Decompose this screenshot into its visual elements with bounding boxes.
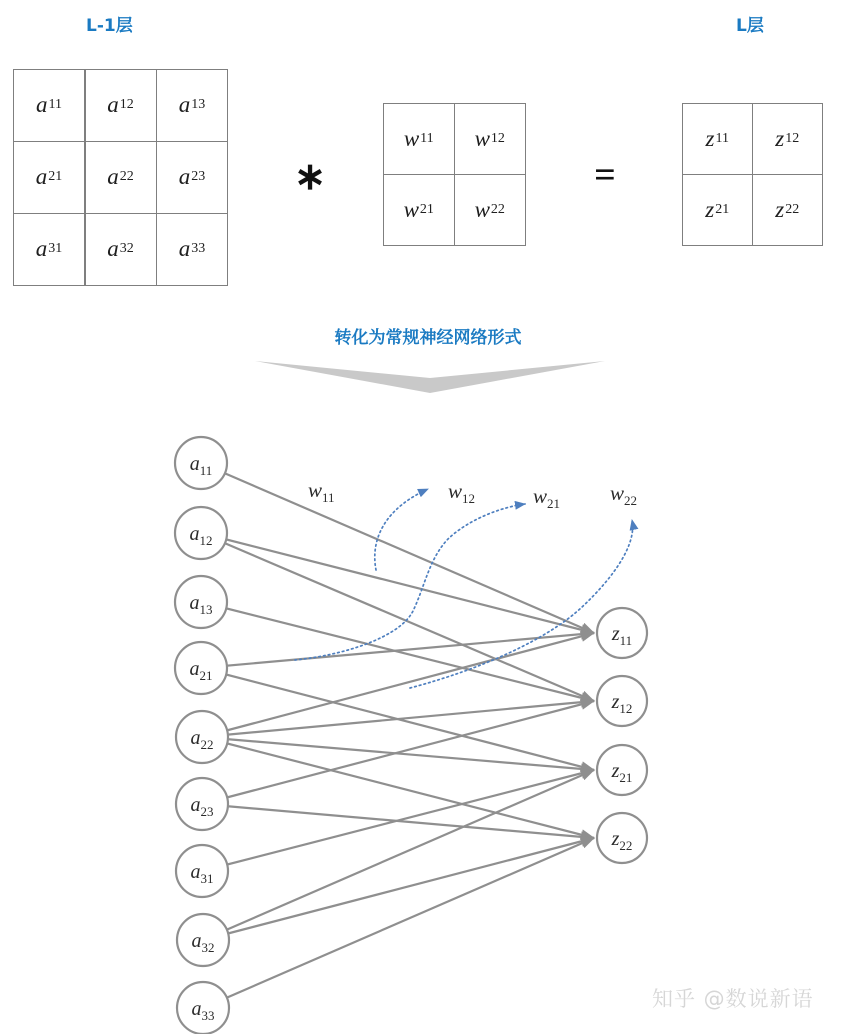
node-a22-label: $a_{22}$	[190, 727, 214, 752]
cell-base: w	[474, 196, 490, 222]
edge-a22-z11	[202, 633, 594, 737]
cell-base: w	[474, 125, 490, 151]
node-a23-label: $a_{23}$	[190, 794, 214, 819]
node-a13-label: $a_{13}$	[189, 592, 213, 617]
down-chevron-arrow-icon	[255, 361, 605, 393]
cell-sub: 22	[490, 201, 505, 217]
cell-sub: 12	[119, 97, 134, 113]
node-z22-label: $z_{22}$	[611, 828, 633, 853]
node-z11-label: $z_{11}$	[611, 623, 633, 648]
cell-base: a	[107, 236, 119, 262]
cell-sub: 21	[48, 169, 63, 185]
cell-sub: 21	[715, 201, 730, 217]
cell-sub: 22	[785, 201, 800, 217]
cell-base: z	[775, 125, 785, 151]
cell-base: a	[178, 236, 191, 262]
node-a21-label: $a_{21}$	[189, 658, 213, 683]
weight-label-w12: $w_{12}$	[448, 479, 476, 506]
cell-sub: 22	[119, 169, 134, 185]
layer-left-label: L-1层	[86, 16, 133, 36]
cell-sub: 21	[419, 201, 434, 217]
cell-base: a	[36, 92, 48, 118]
weight-label-w11: $w_{11}$	[308, 478, 335, 505]
cell-sub: 12	[490, 130, 505, 146]
cell-base: a	[178, 164, 191, 190]
cell-sub: 23	[191, 169, 206, 185]
weight-arrow-w21	[295, 504, 525, 660]
cell-base: a	[178, 92, 191, 118]
node-z12-label: $z_{12}$	[611, 691, 633, 716]
edge-a22-z21	[202, 737, 594, 770]
cell-sub: 11	[420, 130, 434, 146]
cell-base: a	[35, 236, 48, 262]
transform-label: 转化为常规神经网络形式	[334, 328, 522, 348]
network-edges	[201, 463, 594, 1008]
edge-a21-z21	[201, 668, 594, 770]
cell-sub: 11	[48, 97, 62, 113]
cell-base: w	[403, 196, 419, 222]
node-a32-label: $a_{32}$	[191, 930, 215, 955]
watermark: 知乎 @数说新语	[652, 987, 814, 1011]
weight-labels	[308, 478, 637, 511]
cell-sub: 31	[48, 241, 63, 257]
node-a33-label: $a_{33}$	[191, 998, 215, 1023]
cell-base: a	[35, 164, 48, 190]
cell-sub: 32	[119, 241, 134, 257]
node-a11-label: $a_{11}$	[189, 453, 213, 478]
equals-operator: =	[594, 154, 616, 196]
cell-sub: 33	[191, 241, 206, 257]
node-a12-label: $a_{12}$	[189, 523, 213, 548]
convolution-operator: ∗	[294, 156, 326, 198]
cell-base: w	[403, 125, 420, 151]
layer-right-label: L层	[736, 16, 764, 36]
weight-label-w21: $w_{21}$	[533, 484, 561, 511]
edge-a23-z22	[202, 804, 594, 838]
cell-base: z	[775, 196, 785, 222]
cell-sub: 12	[785, 130, 800, 146]
cell-sub: 11	[715, 130, 729, 146]
cell-base: a	[107, 92, 119, 118]
node-z21-label: $z_{21}$	[611, 760, 633, 785]
node-a31-label: $a_{31}$	[190, 861, 214, 886]
edge-a32-z22	[203, 838, 594, 940]
input-nodes	[175, 437, 229, 1034]
weight-label-w22: $w_{22}$	[610, 481, 638, 508]
cell-base: z	[705, 125, 715, 151]
cell-sub: 13	[191, 97, 206, 113]
weight-annotation-arrows	[295, 489, 633, 688]
cell-base: a	[107, 164, 119, 190]
edge-a33-z22	[203, 838, 594, 1008]
cell-base: z	[705, 196, 715, 222]
output-nodes	[597, 608, 647, 863]
